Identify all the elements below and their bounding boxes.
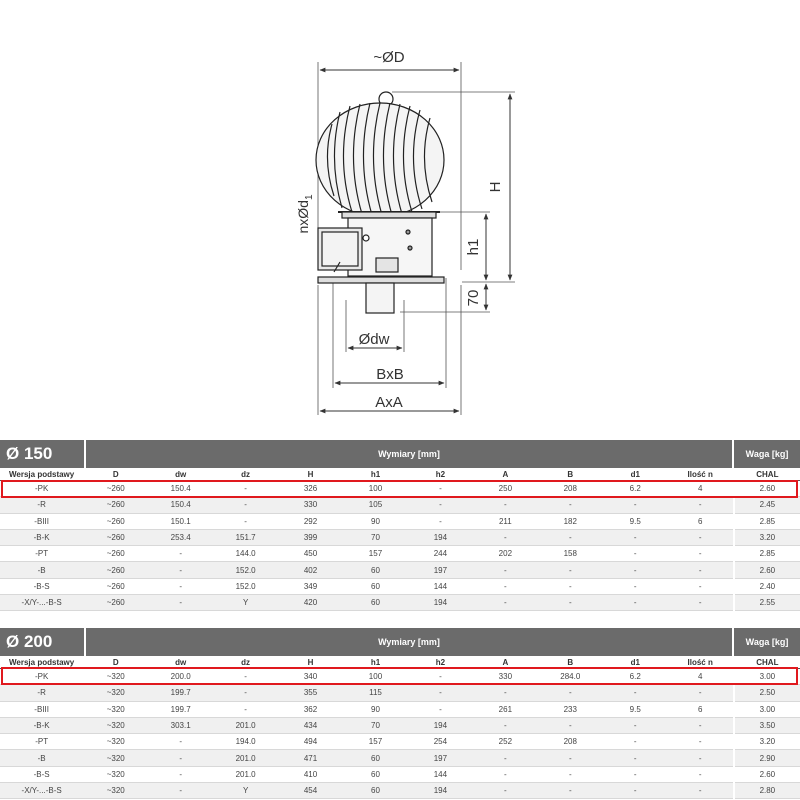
- table-cell: -: [603, 595, 668, 611]
- table-cell: -: [538, 750, 603, 766]
- table-row: [0, 718, 800, 734]
- turbine-base: [318, 218, 444, 313]
- table-cell: 402: [278, 562, 343, 578]
- table-cell: -: [668, 767, 733, 783]
- table-cell: -: [408, 481, 473, 497]
- column-header: dz: [213, 468, 278, 481]
- table-cell: 3.00: [735, 702, 800, 718]
- table-200: [0, 628, 800, 799]
- table-cell: -: [668, 685, 733, 701]
- table-cell: -: [603, 530, 668, 546]
- table-row: [0, 514, 800, 530]
- column-header: CHAL: [735, 656, 800, 669]
- table-cell: ~260: [83, 481, 148, 497]
- table-cell: 194: [408, 718, 473, 734]
- label-axa: AxA: [375, 394, 403, 411]
- column-header: A: [473, 656, 538, 669]
- table-cell: ~260: [83, 579, 148, 595]
- table-cell: 292: [278, 514, 343, 530]
- table-cell: -: [668, 783, 733, 799]
- table-cell: 105: [343, 497, 408, 513]
- table-row: [0, 734, 800, 750]
- column-header-row: [0, 468, 800, 481]
- column-header: Ilość n: [668, 468, 733, 481]
- table-cell: -: [213, 685, 278, 701]
- table-cell: 60: [343, 579, 408, 595]
- table-cell: -: [668, 546, 733, 562]
- column-header-row: [0, 656, 800, 669]
- column-header: d1: [603, 656, 668, 669]
- label-dw: Ødw: [358, 331, 390, 348]
- table-cell: 2.85: [735, 514, 800, 530]
- table-cell: 254: [408, 734, 473, 750]
- table-cell: 201.0: [213, 750, 278, 766]
- table-cell: ~320: [83, 734, 148, 750]
- row-version-label: -X/Y-...-B-S: [0, 595, 83, 611]
- table-cell: 6: [668, 514, 733, 530]
- table-cell: -: [213, 702, 278, 718]
- table-cell: 261: [473, 702, 538, 718]
- row-version-label: -B: [0, 750, 83, 766]
- table-cell: 3.00: [735, 669, 800, 685]
- table-cell: 144.0: [213, 546, 278, 562]
- table-row: [0, 579, 800, 595]
- column-header: Wersja podstawy: [0, 656, 83, 669]
- table-cell: 70: [343, 718, 408, 734]
- table-cell: 9.5: [603, 514, 668, 530]
- table-cell: 2.55: [735, 595, 800, 611]
- table-cell: 202: [473, 546, 538, 562]
- table-cell: 330: [278, 497, 343, 513]
- column-header: d1: [603, 468, 668, 481]
- table-cell: -: [668, 530, 733, 546]
- column-header: A: [473, 468, 538, 481]
- table-body: [0, 481, 800, 611]
- table-cell: 144: [408, 579, 473, 595]
- table-cell: -: [148, 767, 213, 783]
- column-header: B: [538, 468, 603, 481]
- column-header: B: [538, 656, 603, 669]
- table-cell: 3.20: [735, 734, 800, 750]
- table-cell: 4: [668, 481, 733, 497]
- table-cell: -: [148, 734, 213, 750]
- table-body: [0, 669, 800, 799]
- table-cell: 201.0: [213, 767, 278, 783]
- table-cell: 326: [278, 481, 343, 497]
- table-cell: -: [538, 497, 603, 513]
- table-row: [0, 783, 800, 799]
- row-version-label: -B-S: [0, 767, 83, 783]
- table-cell: Y: [213, 783, 278, 799]
- table-cell: 6.2: [603, 481, 668, 497]
- label-nxd1: nxØd$_1$: [295, 194, 315, 234]
- table-cell: 330: [473, 669, 538, 685]
- table-cell: -: [213, 497, 278, 513]
- table-cell: 208: [538, 734, 603, 750]
- table-cell: ~260: [83, 530, 148, 546]
- table-cell: 194.0: [213, 734, 278, 750]
- table-cell: 355: [278, 685, 343, 701]
- table-cell: -: [603, 562, 668, 578]
- table-cell: ~320: [83, 669, 148, 685]
- table-cell: 2.85: [735, 546, 800, 562]
- column-header: CHAL: [735, 468, 800, 481]
- table-cell: -: [603, 497, 668, 513]
- table-cell: 2.60: [735, 767, 800, 783]
- table-cell: 90: [343, 514, 408, 530]
- table-cell: -: [408, 702, 473, 718]
- table-cell: 194: [408, 530, 473, 546]
- table-row: [0, 595, 800, 611]
- dims-header: Wymiary [mm]: [86, 628, 732, 656]
- table-cell: 454: [278, 783, 343, 799]
- table-cell: 9.5: [603, 702, 668, 718]
- table-cell: -: [148, 562, 213, 578]
- table-cell: -: [473, 783, 538, 799]
- table-cell: -: [408, 669, 473, 685]
- table-cell: 3.50: [735, 718, 800, 734]
- table-cell: -: [668, 718, 733, 734]
- table-row: [0, 669, 800, 685]
- row-version-label: -B-K: [0, 530, 83, 546]
- table-cell: 244: [408, 546, 473, 562]
- table-cell: 197: [408, 750, 473, 766]
- table-cell: -: [148, 595, 213, 611]
- row-version-label: -BIII: [0, 514, 83, 530]
- table-cell: 303.1: [148, 718, 213, 734]
- table-cell: 340: [278, 669, 343, 685]
- column-header: Ilość n: [668, 656, 733, 669]
- table-cell: 115: [343, 685, 408, 701]
- table-cell: -: [668, 579, 733, 595]
- table-cell: 2.90: [735, 750, 800, 766]
- table-row: [0, 750, 800, 766]
- row-version-label: -R: [0, 497, 83, 513]
- table-cell: 60: [343, 783, 408, 799]
- row-version-label: -PT: [0, 734, 83, 750]
- table-cell: -: [603, 783, 668, 799]
- table-cell: -: [603, 579, 668, 595]
- column-header: dw: [148, 656, 213, 669]
- column-header: h2: [408, 656, 473, 669]
- table-cell: 60: [343, 595, 408, 611]
- table-cell: -: [538, 783, 603, 799]
- table-cell: 252: [473, 734, 538, 750]
- table-cell: 434: [278, 718, 343, 734]
- table-row: [0, 530, 800, 546]
- table-cell: Y: [213, 595, 278, 611]
- table-cell: 152.0: [213, 562, 278, 578]
- table-cell: 100: [343, 669, 408, 685]
- table-cell: 200.0: [148, 669, 213, 685]
- table-cell: ~320: [83, 685, 148, 701]
- row-version-label: -PK: [0, 481, 83, 497]
- table-cell: 158: [538, 546, 603, 562]
- table-cell: 194: [408, 595, 473, 611]
- table-cell: 70: [343, 530, 408, 546]
- table-cell: 197: [408, 562, 473, 578]
- table-cell: 2.50: [735, 685, 800, 701]
- table-cell: -: [603, 685, 668, 701]
- column-header: dz: [213, 656, 278, 669]
- row-version-label: -R: [0, 685, 83, 701]
- table-row: [0, 685, 800, 701]
- table-cell: ~260: [83, 514, 148, 530]
- table-cell: 152.0: [213, 579, 278, 595]
- table-cell: 199.7: [148, 702, 213, 718]
- table-cell: -: [473, 579, 538, 595]
- table-cell: 284.0: [538, 669, 603, 685]
- table-row: [0, 481, 800, 497]
- table-cell: -: [538, 595, 603, 611]
- table-cell: -: [213, 669, 278, 685]
- table-cell: 199.7: [148, 685, 213, 701]
- row-version-label: -PT: [0, 546, 83, 562]
- table-cell: 208: [538, 481, 603, 497]
- table-cell: -: [148, 546, 213, 562]
- column-header: D: [83, 468, 148, 481]
- row-version-label: -B-K: [0, 718, 83, 734]
- table-cell: 211: [473, 514, 538, 530]
- table-150: [0, 440, 800, 611]
- table-cell: -: [473, 497, 538, 513]
- column-header: h1: [343, 656, 408, 669]
- table-cell: -: [603, 734, 668, 750]
- table-cell: ~260: [83, 595, 148, 611]
- table-cell: ~320: [83, 702, 148, 718]
- table-cell: -: [538, 685, 603, 701]
- label-height-h: H: [487, 181, 504, 193]
- table-cell: 349: [278, 579, 343, 595]
- table-cell: -: [408, 497, 473, 513]
- table-cell: ~260: [83, 546, 148, 562]
- column-header: H: [278, 656, 343, 669]
- table-cell: -: [538, 579, 603, 595]
- column-header: h1: [343, 468, 408, 481]
- table-cell: -: [538, 718, 603, 734]
- table-cell: 250: [473, 481, 538, 497]
- table-cell: -: [408, 514, 473, 530]
- table-cell: -: [538, 767, 603, 783]
- table-cell: -: [668, 497, 733, 513]
- table-cell: -: [473, 530, 538, 546]
- row-version-label: -X/Y-...-B-S: [0, 783, 83, 799]
- table-cell: -: [668, 734, 733, 750]
- table-row: [0, 546, 800, 562]
- table-cell: -: [603, 546, 668, 562]
- table-cell: 150.4: [148, 497, 213, 513]
- table-cell: 362: [278, 702, 343, 718]
- table-cell: -: [473, 562, 538, 578]
- table-cell: -: [603, 767, 668, 783]
- row-version-label: -B-S: [0, 579, 83, 595]
- table-cell: -: [473, 767, 538, 783]
- label-diameter-d: ~ØD: [373, 49, 405, 66]
- table-cell: 201.0: [213, 718, 278, 734]
- table-cell: 2.60: [735, 481, 800, 497]
- table-cell: 2.40: [735, 579, 800, 595]
- table-cell: 60: [343, 750, 408, 766]
- table-cell: -: [603, 718, 668, 734]
- table-cell: 182: [538, 514, 603, 530]
- table-cell: 4: [668, 669, 733, 685]
- table-cell: 2.80: [735, 783, 800, 799]
- table-cell: -: [213, 481, 278, 497]
- table-cell: 233: [538, 702, 603, 718]
- label-seventy: 70: [465, 289, 482, 307]
- table-cell: 471: [278, 750, 343, 766]
- table-cell: 151.7: [213, 530, 278, 546]
- weight-header: Waga [kg]: [734, 628, 800, 656]
- label-height-h1: h1: [465, 238, 482, 256]
- label-bxb: BxB: [376, 366, 404, 383]
- table-cell: ~260: [83, 497, 148, 513]
- table-cell: 450: [278, 546, 343, 562]
- table-cell: -: [473, 595, 538, 611]
- table-row: [0, 562, 800, 578]
- column-header: Wersja podstawy: [0, 468, 83, 481]
- table-cell: ~260: [83, 562, 148, 578]
- table-cell: -: [538, 530, 603, 546]
- table-cell: 6: [668, 702, 733, 718]
- table-cell: -: [148, 783, 213, 799]
- column-header: D: [83, 656, 148, 669]
- table-row: [0, 702, 800, 718]
- column-header: H: [278, 468, 343, 481]
- turbine-head: [316, 92, 444, 218]
- table-cell: -: [668, 595, 733, 611]
- table-cell: -: [668, 562, 733, 578]
- table-row: [0, 767, 800, 783]
- table-cell: 194: [408, 783, 473, 799]
- row-version-label: -PK: [0, 669, 83, 685]
- table-cell: 144: [408, 767, 473, 783]
- table-cell: 494: [278, 734, 343, 750]
- table-cell: -: [408, 685, 473, 701]
- table-cell: -: [148, 750, 213, 766]
- table-cell: ~320: [83, 718, 148, 734]
- table-cell: 399: [278, 530, 343, 546]
- table-cell: 157: [343, 546, 408, 562]
- table-cell: 60: [343, 562, 408, 578]
- table-cell: -: [668, 750, 733, 766]
- column-header: h2: [408, 468, 473, 481]
- table-cell: 60: [343, 767, 408, 783]
- table-cell: 150.1: [148, 514, 213, 530]
- row-version-label: -BIII: [0, 702, 83, 718]
- table-cell: 90: [343, 702, 408, 718]
- table-cell: 420: [278, 595, 343, 611]
- table-cell: -: [213, 514, 278, 530]
- table-cell: -: [148, 579, 213, 595]
- table-cell: 150.4: [148, 481, 213, 497]
- table-cell: ~320: [83, 783, 148, 799]
- table-cell: 410: [278, 767, 343, 783]
- dims-header: Wymiary [mm]: [86, 440, 732, 468]
- weight-header: Waga [kg]: [734, 440, 800, 468]
- table-cell: -: [603, 750, 668, 766]
- table-cell: 157: [343, 734, 408, 750]
- column-header: dw: [148, 468, 213, 481]
- table-cell: -: [538, 562, 603, 578]
- table-cell: 3.20: [735, 530, 800, 546]
- table-cell: 2.45: [735, 497, 800, 513]
- row-version-label: -B: [0, 562, 83, 578]
- table-cell: 253.4: [148, 530, 213, 546]
- table-size-title: Ø 200: [0, 628, 84, 656]
- table-row: [0, 497, 800, 513]
- table-cell: 6.2: [603, 669, 668, 685]
- table-cell: -: [473, 685, 538, 701]
- table-cell: 2.60: [735, 562, 800, 578]
- table-size-title: Ø 150: [0, 440, 84, 468]
- table-cell: -: [473, 750, 538, 766]
- table-cell: ~320: [83, 750, 148, 766]
- table-cell: 100: [343, 481, 408, 497]
- table-cell: ~320: [83, 767, 148, 783]
- table-cell: -: [473, 718, 538, 734]
